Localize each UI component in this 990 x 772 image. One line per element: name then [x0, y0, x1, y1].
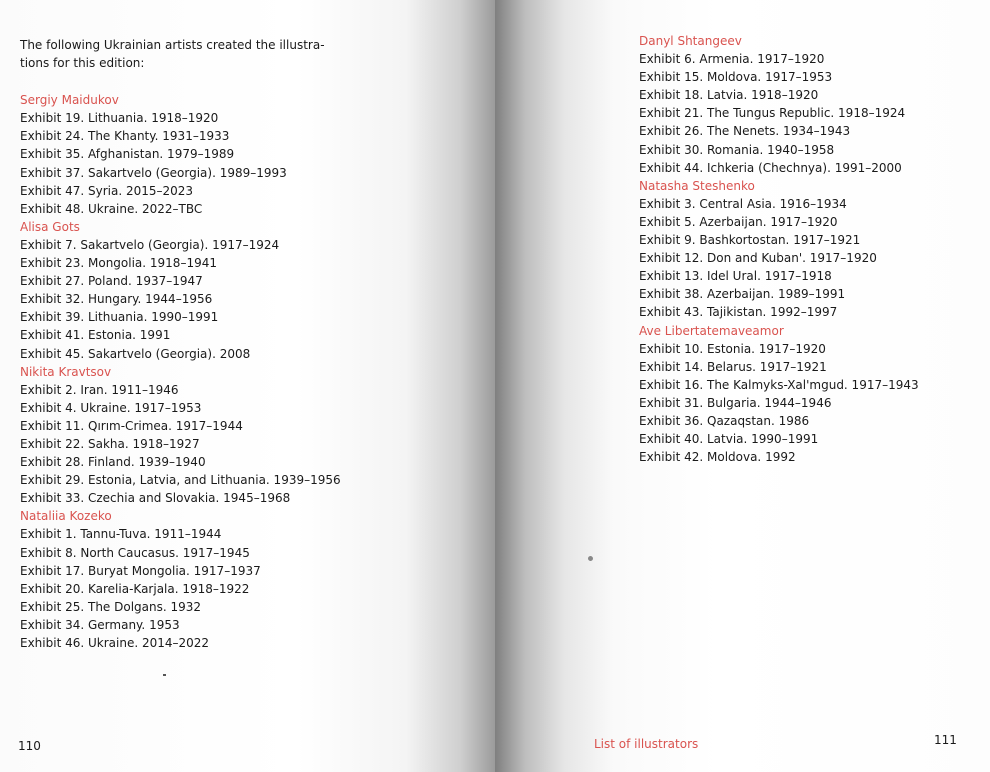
exhibit-entry: Exhibit 43. Tajikistan. 1992–1997: [639, 305, 838, 320]
illustrator-name: Nataliia Kozeko: [20, 509, 112, 524]
exhibit-entry: Exhibit 47. Syria. 2015–2023: [20, 183, 194, 198]
exhibit-entry: Exhibit 48. Ukraine. 2022–TBC: [20, 201, 203, 216]
illustrator-name: Nikita Kravtsov: [20, 364, 112, 379]
exhibit-entry: Exhibit 40. Latvia. 1990–1991: [639, 432, 819, 447]
exhibit-entry: Exhibit 4. Ukraine. 1917–1953: [20, 400, 202, 415]
illustrator-name: Ave Libertatemaveamor: [639, 323, 784, 338]
exhibit-entry: Exhibit 28. Finland. 1939–1940: [20, 455, 206, 470]
exhibit-entry: Exhibit 31. Bulgaria. 1944–1946: [639, 395, 832, 410]
exhibit-entry: Exhibit 14. Belarus. 1917–1921: [639, 359, 827, 374]
exhibit-entry: Exhibit 11. Qırım-Crimea. 1917–1944: [20, 418, 243, 433]
exhibit-entry: Exhibit 6. Armenia. 1917–1920: [639, 52, 825, 67]
exhibit-entry: Exhibit 34. Germany. 1953: [20, 617, 180, 632]
exhibit-entry: Exhibit 10. Estonia. 1917–1920: [639, 341, 826, 356]
left-column: [20, 36, 340, 652]
illustrator-group: [20, 507, 340, 652]
exhibit-entry: Exhibit 7. Sakartvelo (Georgia). 1917–1924: [20, 237, 280, 252]
exhibit-entry: Exhibit 8. North Caucasus. 1917–1945: [20, 545, 250, 560]
exhibit-entry: Exhibit 35. Afghanistan. 1979–1989: [20, 147, 235, 162]
exhibit-entry: Exhibit 29. Estonia, Latvia, and Lithuania. 1939–1956: [20, 473, 341, 488]
intro-text: The following Ukrainian artists created the illustra- tions for this edition:: [20, 38, 325, 71]
print-speck: [163, 674, 166, 676]
exhibit-entry: Exhibit 30. Romania. 1940–1958: [639, 142, 835, 157]
exhibit-entry: Exhibit 16. The Kalmyks-Xal'mgud. 1917–1943: [639, 377, 919, 392]
exhibit-entry: Exhibit 2. Iran. 1911–1946: [20, 382, 179, 397]
illustrator-group: [639, 32, 939, 177]
illustrator-group: [639, 177, 939, 322]
exhibit-entry: Exhibit 20. Karelia-Karjala. 1918–1922: [20, 581, 250, 596]
exhibit-entry: Exhibit 45. Sakartvelo (Georgia). 2008: [20, 346, 251, 361]
illustrator-group: [639, 322, 939, 467]
exhibit-entry: Exhibit 12. Don and Kuban'. 1917–1920: [639, 251, 877, 266]
exhibit-entry: Exhibit 18. Latvia. 1918–1920: [639, 88, 819, 103]
illustrator-name: Natasha Steshenko: [639, 178, 755, 193]
exhibit-entry: Exhibit 44. Ichkeria (Chechnya). 1991–2000: [639, 160, 902, 175]
exhibit-entry: Exhibit 33. Czechia and Slovakia. 1945–1968: [20, 491, 291, 506]
exhibit-entry: Exhibit 26. The Nenets. 1934–1943: [639, 124, 851, 139]
exhibit-entry: Exhibit 46. Ukraine. 2014–2022: [20, 636, 210, 650]
page-number-left: 110: [18, 739, 41, 753]
print-speck: [587, 555, 594, 562]
exhibit-entry: Exhibit 5. Azerbaijan. 1917–1920: [639, 214, 838, 229]
illustrator-name: Alisa Gots: [20, 219, 80, 234]
illustrator-group: [20, 363, 340, 508]
exhibit-entry: Exhibit 37. Sakartvelo (Georgia). 1989–1993: [20, 165, 287, 180]
exhibit-entry: Exhibit 41. Estonia. 1991: [20, 328, 171, 343]
exhibit-entry: Exhibit 32. Hungary. 1944–1956: [20, 292, 213, 307]
exhibit-entry: Exhibit 9. Bashkortostan. 1917–1921: [639, 233, 861, 248]
exhibit-entry: Exhibit 36. Qazaqstan. 1986: [639, 413, 810, 428]
exhibit-entry: Exhibit 19. Lithuania. 1918–1920: [20, 111, 219, 126]
exhibit-entry: Exhibit 42. Moldova. 1992: [639, 450, 796, 465]
exhibit-entry: Exhibit 24. The Khanty. 1931–1933: [20, 129, 230, 144]
exhibit-entry: Exhibit 27. Poland. 1937–1947: [20, 274, 203, 289]
exhibit-entry: Exhibit 17. Buryat Mongolia. 1917–1937: [20, 563, 261, 578]
exhibit-entry: Exhibit 25. The Dolgans. 1932: [20, 599, 202, 614]
exhibit-entry: Exhibit 22. Sakha. 1918–1927: [20, 436, 200, 451]
illustrator-name: Sergiy Maidukov: [20, 93, 119, 108]
exhibit-entry: Exhibit 21. The Tungus Republic. 1918–1924: [639, 106, 906, 121]
illustrator-name: Danyl Shtangeev: [639, 34, 742, 48]
right-column: [639, 32, 939, 466]
exhibit-entry: Exhibit 39. Lithuania. 1990–1991: [20, 310, 219, 325]
exhibit-entry: Exhibit 23. Mongolia. 1918–1941: [20, 256, 217, 271]
running-title: List of illustrators: [594, 737, 699, 751]
exhibit-entry: Exhibit 3. Central Asia. 1916–1934: [639, 196, 847, 211]
page-number-right: 111: [934, 733, 957, 747]
exhibit-entry: Exhibit 1. Tannu-Tuva. 1911–1944: [20, 527, 222, 542]
exhibit-entry: Exhibit 15. Moldova. 1917–1953: [639, 70, 833, 85]
exhibit-entry: Exhibit 38. Azerbaijan. 1989–1991: [639, 287, 846, 302]
exhibit-entry: Exhibit 13. Idel Ural. 1917–1918: [639, 269, 832, 284]
illustrator-group: [20, 91, 340, 218]
illustrator-group: [20, 218, 340, 363]
